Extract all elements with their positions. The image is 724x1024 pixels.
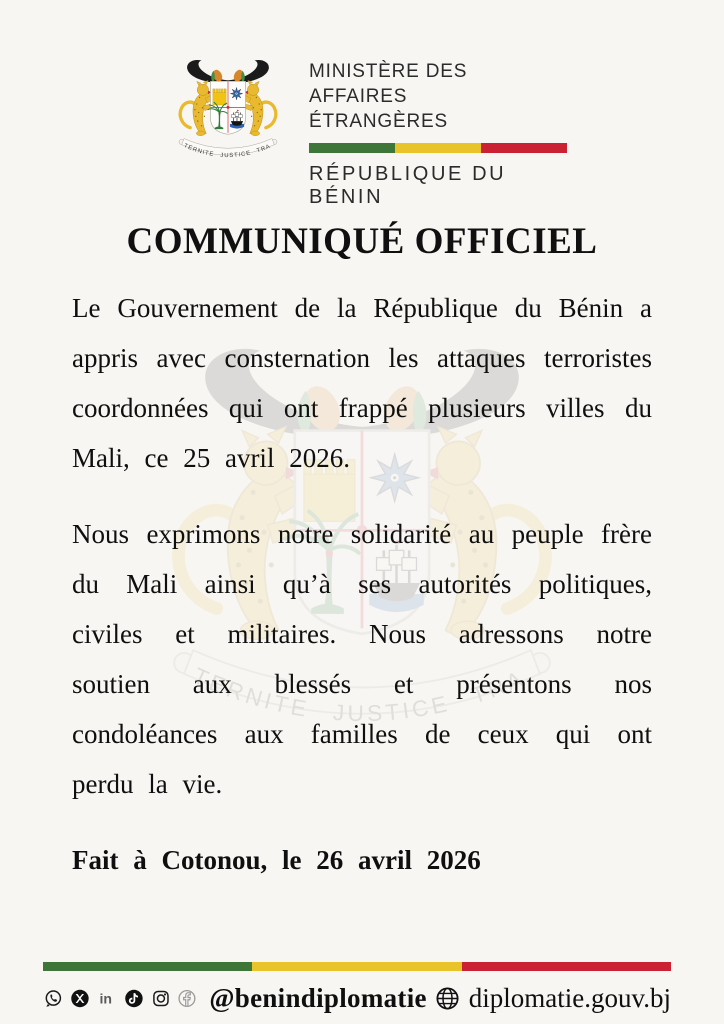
instagram-icon: [151, 985, 171, 1012]
flag-yellow: [252, 962, 461, 971]
website-url: diplomatie.gouv.bj: [468, 983, 672, 1013]
footer-row: [43, 983, 671, 1014]
header-text-block: [309, 52, 567, 209]
x-icon: [70, 985, 90, 1012]
whatsapp-icon: [43, 985, 63, 1012]
social-handle: @benindiplomatie: [209, 983, 427, 1013]
flag-red: [462, 962, 671, 971]
header: [0, 52, 724, 209]
linkedin-icon: [97, 985, 117, 1012]
communique-body: [72, 283, 652, 911]
facebook-icon: [177, 985, 197, 1012]
republic-name: RÉPUBLIQUE DU BÉNIN: [309, 163, 507, 208]
benin-coat-of-arms-icon: [157, 52, 299, 175]
signoff: Fait à Cotonou, le 26 avril 2026: [72, 845, 481, 875]
footer: [43, 962, 671, 1014]
ministry-name-line1: MINISTÈRE DES AFFAIRES: [309, 61, 468, 107]
flag-red: [481, 143, 567, 153]
paragraph-1: Le Gouvernement de la République du Bénin a appris avec consternation les attaques terroristes coordonnées qui ont frappé plusieurs villes du Mali, ce 25 avril 2026.: [72, 293, 652, 473]
flag-stripe: [309, 143, 567, 153]
paragraph-2: Nous exprimons notre solidarité au peuple frère du Mali ainsi qu’à ses autorités politiques, civiles et militaires. Nous adressons notre soutien aux blessés et présentons nos condoléances aux familles de ceux qui ont perdu la vie.: [72, 519, 652, 799]
footer-flag-bar: [43, 962, 671, 971]
flag-yellow: [395, 143, 481, 153]
website-group: [434, 983, 671, 1014]
page-title: COMMUNIQUÉ OFFICIEL: [126, 221, 598, 262]
flag-green: [309, 143, 395, 153]
tiktok-icon: [124, 985, 144, 1012]
globe-icon: [434, 985, 461, 1012]
flag-green: [43, 962, 252, 971]
svg-text:in: in: [99, 990, 112, 1007]
ministry-name-line2: ÉTRANGÈRES: [309, 111, 448, 132]
